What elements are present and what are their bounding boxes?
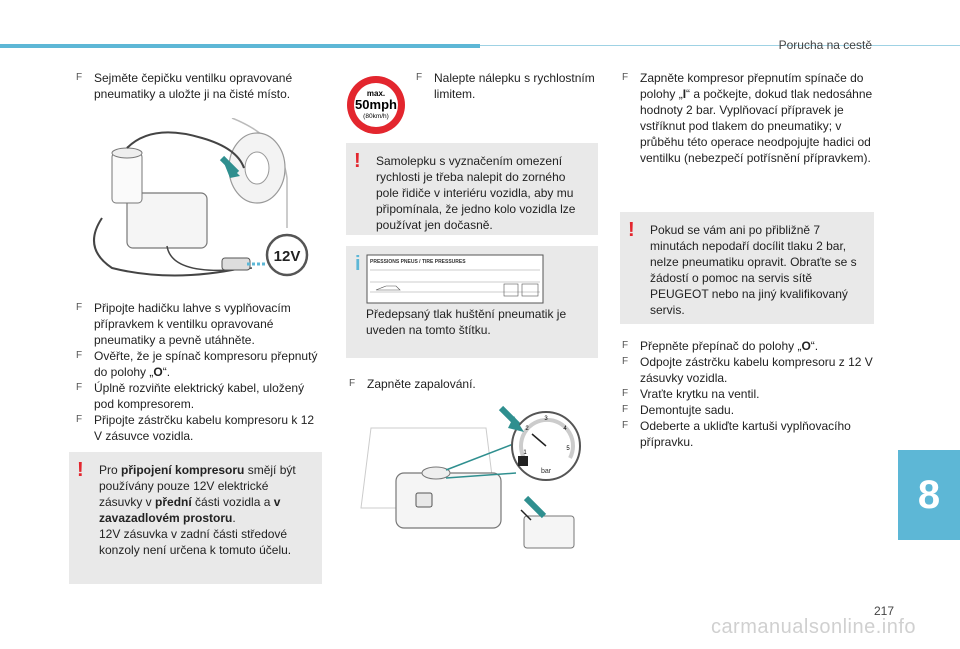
list-item: F Připojte zástrčku kabelu kompresoru k 12 V zásuvce vozidla. bbox=[76, 413, 315, 443]
list-item: F Odeberte a ukliďte kartuši vyplňovacího přípravku. bbox=[622, 419, 851, 449]
svg-text:PRESSIONS PNEUS / TIRE PRESSUR: PRESSIONS PNEUS / TIRE PRESSURES bbox=[370, 259, 466, 265]
svg-text:bar: bar bbox=[540, 468, 552, 475]
tyre-pressure-label bbox=[366, 254, 544, 304]
svg-text:2: 2 bbox=[525, 426, 529, 432]
svg-text:4: 4 bbox=[563, 426, 567, 432]
warning-box-sticker: ! Samolepku s vyznačením omezení rychlosti je třeba nalepit do zorného pole řidiče v interiéru vozidla, aby mu připomínala, že jedno kolo vozidla lze používat jen dočasně. bbox=[346, 143, 598, 235]
list-item: F Zapněte kompresor přepnutím spínače do polohy „I“ a počkejte, dokud tlak nedosáhne hodnoty 2 bar. Vyplňovací přípravek je vstříknut pod tlakem do pneumatiky; v průběhu této operace neodpojujte hadici od ventilku (nebezpečí potřísnění přípravkem). bbox=[622, 71, 873, 165]
svg-text:(80km/h): (80km/h) bbox=[363, 113, 389, 120]
header-rule bbox=[480, 45, 960, 46]
svg-text:1: 1 bbox=[523, 450, 527, 456]
list-item: F Odpojte zástrčku kabelu kompresoru z 12 V zásuvky vozidla. bbox=[622, 355, 873, 385]
compressor-gauge-figure bbox=[346, 398, 598, 570]
speed-limit-sign bbox=[345, 74, 407, 136]
info-icon: i bbox=[355, 253, 361, 275]
page-number: 217 bbox=[873, 604, 894, 618]
svg-text:50mph: 50mph bbox=[355, 97, 397, 112]
col3-final-steps bbox=[618, 338, 874, 450]
compressor-valve-figure bbox=[72, 118, 324, 290]
socket-label: 12V bbox=[273, 248, 301, 265]
list-item: F Připojte hadičku lahve s vyplňovacím přípravkem k ventilku opravované pneumatiky a pevně utáhněte. bbox=[76, 301, 291, 347]
list-item: F Úplně rozviňte elektrický kabel, uložený pod kompresorem. bbox=[76, 381, 305, 411]
info-box-tyre-pressure bbox=[346, 246, 598, 358]
header-accent-bar bbox=[0, 44, 480, 48]
svg-text:3: 3 bbox=[544, 416, 548, 422]
list-item: F Přepněte přepínač do polohy „O“. bbox=[622, 339, 819, 353]
warning-box-compressor: ! Pro připojení kompresoru smějí být používány pouze 12V elektrické zásuvky v přední části vozidla a v zavazadlovém prostoru. 12V zásuvka v zadní části středové konzoly není určena k tomuto účelu. bbox=[69, 452, 322, 584]
list-item: F Vraťte krytku na ventil. bbox=[622, 387, 760, 401]
chapter-tab: 8 bbox=[898, 450, 960, 540]
warning-icon: ! bbox=[628, 219, 635, 241]
warning-box-pressure: ! Pokud se vám ani po přibližně 7 minutách nepodaří docílit tlaku 2 bar, nelze pneumatiku opravit. Obraťte se s žádostí o pomoc na servis sítě PEUGEOT nebo na jiný kvalifikovaný servis. bbox=[620, 212, 874, 324]
list-item: F Nalepte nálepku s rychlostním limitem. bbox=[416, 71, 595, 101]
col1-intro bbox=[72, 70, 324, 102]
col3-compressor-step bbox=[618, 70, 874, 166]
list-item: F Ověřte, že je spínač kompresoru přepnutý do polohy „O“. bbox=[76, 349, 318, 379]
info-text: Předepsaný tlak huštění pneumatik je uveden na tomto štítku. bbox=[366, 307, 567, 337]
col2-ignition-step bbox=[345, 376, 597, 392]
list-item: F Demontujte sadu. bbox=[622, 403, 735, 417]
chapter-title: Porucha na cestě bbox=[778, 38, 872, 52]
list-item: F Sejměte čepičku ventilku opravované pneumatiky a uložte ji na čisté místo. bbox=[76, 71, 293, 101]
col1-steps bbox=[72, 300, 324, 444]
svg-text:max.: max. bbox=[366, 89, 386, 98]
svg-text:5: 5 bbox=[566, 446, 570, 452]
list-item: F Zapněte zapalování. bbox=[349, 377, 476, 391]
watermark: carmanualsonline.info bbox=[710, 616, 916, 638]
warning-icon: ! bbox=[354, 150, 361, 172]
col2-sticker-step bbox=[412, 70, 598, 102]
warning-icon: ! bbox=[77, 459, 84, 481]
